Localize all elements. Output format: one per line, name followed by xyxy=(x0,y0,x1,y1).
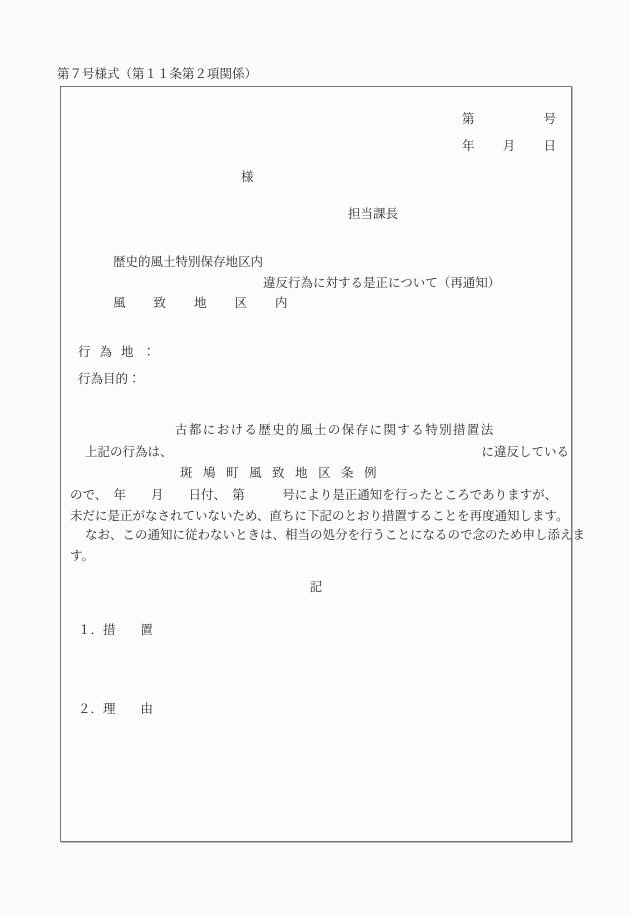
violation-suffix-text: に違反している xyxy=(481,445,569,459)
body-line-warning-continued: す。 xyxy=(70,549,95,563)
document-frame xyxy=(60,86,586,842)
act-purpose-label: 行為目的： xyxy=(78,372,141,386)
reason-item: ２．理 由 xyxy=(78,702,154,716)
form-style-label: 第７号様式（第１１条第２項関係） xyxy=(57,67,258,81)
intro-text: 上記の行為は、 xyxy=(85,445,173,459)
district-option-historic-preservation: 歴史的風土特別保存地区内 xyxy=(113,255,264,269)
body-line-warning: なお、この通知に従わないときは、相当の処分を行うことになるので念のため申し添えま xyxy=(85,528,586,542)
addressee-honorific: 様 xyxy=(241,170,254,184)
ordinance-name-line: 斑鳩町風致地区条例 xyxy=(180,466,388,480)
date-year-label: 年 xyxy=(462,139,475,153)
body-line-notice-date: ので、 年 月 日付、 第 号により是正通知を行ったところでありますが、 xyxy=(70,488,558,502)
body-line-renotice: 未だに是正がなされていないため、直ちに下記のとおり措置することを再度通知します。 xyxy=(70,509,569,523)
date-row xyxy=(462,138,556,154)
sender-title: 担当課長 xyxy=(348,207,399,221)
measure-item: １．措 置 xyxy=(78,623,154,637)
intro-violation-row xyxy=(85,444,569,460)
date-day-label: 日 xyxy=(543,139,556,153)
subject-title: 違反行為に対する是正について（再通知） xyxy=(263,276,501,290)
act-site-label: 行為地： xyxy=(78,345,165,359)
district-option-scenic: 風致地区内 xyxy=(113,296,316,310)
doc-number-suffix: 号 xyxy=(543,112,556,126)
date-month-label: 月 xyxy=(502,139,516,153)
law-name-line: 古都における歴史的風土の保存に関する特別措置法 xyxy=(175,423,495,437)
doc-number-prefix: 第 xyxy=(462,112,475,126)
ki-heading: 記 xyxy=(309,580,323,594)
doc-number-row xyxy=(462,111,556,127)
